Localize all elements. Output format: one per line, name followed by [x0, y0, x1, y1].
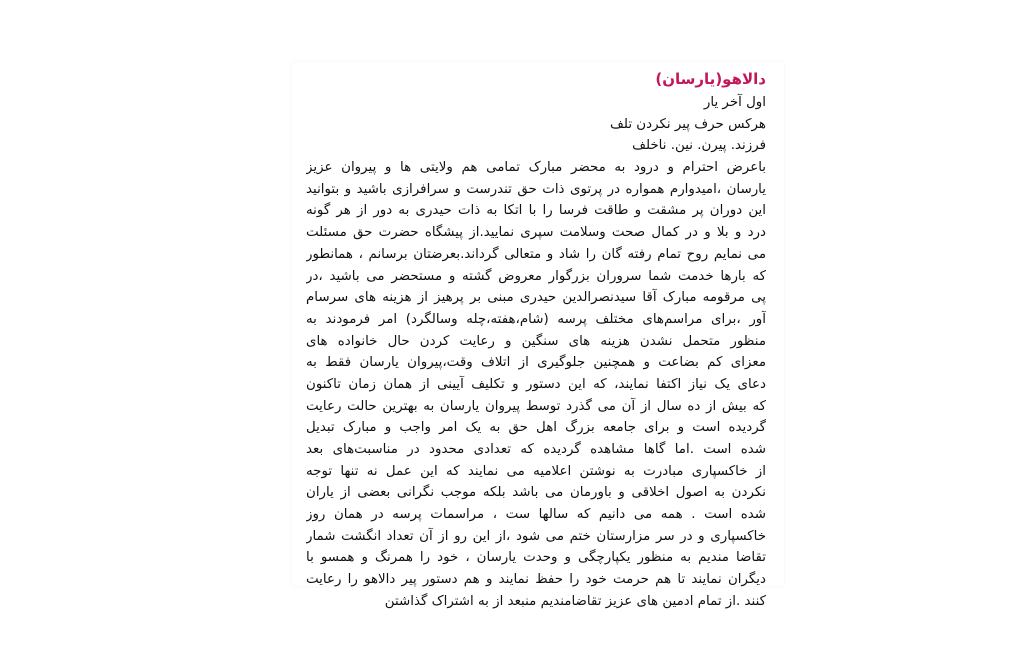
- paragraph-line: منظور متحمل نشدن هزینه های سنگین و رعایت کردن حال خانواده های: [306, 333, 766, 349]
- document-body: [306, 92, 766, 613]
- paragraph-line: که بارها خدمت شما سروران بزرگوار معروض گشته و مستحضر می باشید ،در: [306, 268, 766, 284]
- paragraph-line: شده است .اما گاها مشاهده گردیده که تعدادی محدود در مناسبت‌های بعد: [306, 442, 766, 457]
- paragraph-line: از خاکسپاری مبادرت به نوشتن اعلامیه می نمایند که این عمل نه تنها توجه: [306, 463, 766, 479]
- document-image: [292, 62, 784, 609]
- paragraph-line: دعای یک نیاز اکتفا نمایند، که این دستور و تکلیف آیینی از همان زمان تاکنون: [306, 376, 766, 392]
- document-title: دالاهو(یارسان): [655, 70, 766, 88]
- paragraph-line: این دوران پر مشقت و طاقت فرسا را با اتکا به ذات حیدری به دور از هر گونه: [306, 203, 766, 219]
- paragraph-line: یارسان ،امیدوارم همواره در پرتوی ذات حق تندرست و سرافرازی باشید و بتوانید: [306, 181, 766, 197]
- paragraph-line: تقاضا مندیم به منظور یکپارچگی و وحدت یارسان ، خود را همرنگ و همسو با: [306, 550, 766, 566]
- paragraph-line: شده است . همه می دانیم که سالها ست ، مراسمات پرسه در همان روز: [306, 507, 766, 523]
- paragraph-line: دیگران نمایند تا هم حرمت خود را حفظ نمایند و هم دستور پیر دالاهو را رعایت: [306, 572, 766, 588]
- paragraph-line: کنند .از تمام ادمین های عزیز تقاضامندیم منبعد از به اشتراک گذاشتن: [384, 593, 766, 609]
- poem-line: هرکس حرف پیر نکردن تلف: [610, 116, 766, 132]
- paragraph-line: پی مرقومه مبارک آقا سیدنصرالدین حیدری مبنی بر پرهیز از هزینه های سرسام: [306, 290, 766, 306]
- paragraph-line: گردیده است و برای جامعه بزرگ اهل حق به یک امر واجب و مبارک تبدیل: [306, 420, 766, 436]
- paragraph-line: باعرض احترام و درود به محضر مبارک تمامی هم ولایتی ها و پیروان عزیز: [306, 160, 766, 176]
- paragraph-line: می نمایم روح تمام رفته گان را شاد و متعالی گرداند.بعرضتان برسانم ، همانطور: [306, 246, 766, 262]
- paragraph-line: آور ،برای مراسم‌های مختلف پرسه (شام،هفته،چله وسالگرد) امر فرمودند به: [306, 311, 766, 327]
- paragraph-line: نکردن به اصول اخلاقی و باورمان می باشد بلکه موجب نگرانی بعضی از یاران: [306, 485, 766, 501]
- paragraph-line: که بیش از ده سال از آن می گذرد توسط پیروان یارسان به بهترین حالت رعایت: [306, 398, 766, 414]
- poem-line: اول آخر یار: [703, 95, 766, 110]
- poem-line: فرزند. پیرن. نین. ناخلف: [632, 138, 766, 154]
- paragraph-line: خاکسپاری و در سر مزارستان ختم می شود ،از این رو از آن تعداد انگشت شمار: [306, 528, 766, 544]
- paragraph-line: معزای کم بضاعت و همچنین جلوگیری از اتلاف وقت،پیروان یارسان فقط به: [306, 355, 766, 371]
- paragraph-line: درد و بلا و در کمال صحت وسلامت سپری نمایید.از پیشگاه حضرت حق مسئلت: [306, 225, 766, 241]
